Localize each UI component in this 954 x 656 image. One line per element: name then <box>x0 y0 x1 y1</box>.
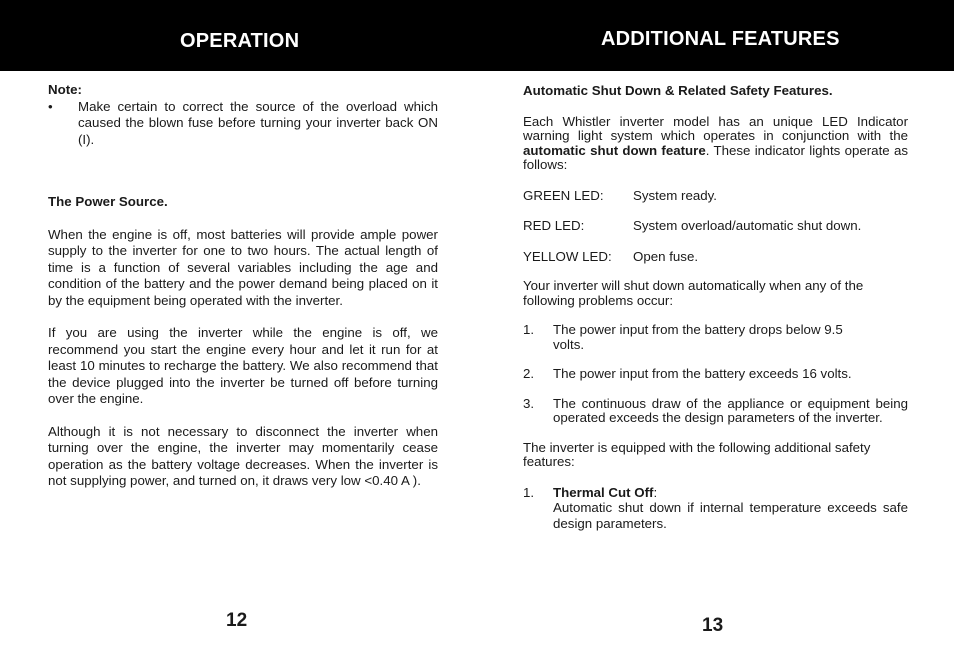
power-source-heading: The Power Source. <box>48 194 168 209</box>
led-value: System ready. <box>633 187 717 203</box>
led-row-red <box>523 218 908 235</box>
led-value: Open fuse. <box>633 248 699 264</box>
led-intro-paragraph <box>523 115 908 173</box>
note-heading: Note: <box>48 82 82 97</box>
feature-text: Automatic shut down if internal temperature exceeds safe design parameters. <box>553 500 908 531</box>
problem-item <box>523 397 908 426</box>
feature-colon: : <box>653 484 658 500</box>
led-row-green <box>523 188 908 205</box>
header-bar <box>0 0 954 71</box>
shutdown-intro: Your inverter will shut down automatically when any of the following problems occur: <box>523 278 864 308</box>
right-page-title: ADDITIONAL FEATURES <box>601 28 840 50</box>
led-key: YELLOW LED: <box>523 248 612 264</box>
note-text: Make certain to correct the source of the overload which caused the blown fuse before turning your inverter back ON (I). <box>78 98 438 147</box>
led-intro-tail: . These indicator lights operate as follows: <box>523 142 908 172</box>
safety-intro: The inverter is equipped with the following additional safety features: <box>523 439 871 469</box>
power-paragraph-2: If you are using the inverter while the engine is off, we recommend you start the engine every hour and let it run for at least 10 minutes to recharge the battery. We also recommend that the device plugged into the inverter be turned off before turning over the engine. <box>48 325 438 406</box>
power-paragraph-1: When the engine is off, most batteries will provide ample power supply to the inverter for one to two hours. The actual length of time is a function of several variables including the age and condition of the battery and the power demand being placed on it by the equipment being operated with the inverter. <box>48 226 438 308</box>
shutdown-heading: Automatic Shut Down & Related Safety Features. <box>523 83 833 98</box>
problem-text: The power input from the battery exceeds 16 volts. <box>553 366 852 381</box>
left-page-content <box>48 82 438 490</box>
problem-text: The continuous draw of the appliance or equipment being operated exceeds the design parameters of the inverter. <box>553 395 908 425</box>
problem-number: 3. <box>523 395 535 411</box>
led-key: RED LED: <box>523 218 585 233</box>
led-key: GREEN LED: <box>523 187 604 203</box>
led-row-yellow <box>523 249 908 266</box>
page-number-left: 12 <box>226 610 248 631</box>
feature-number: 1. <box>523 484 535 500</box>
led-value: System overload/automatic shut down. <box>633 218 862 233</box>
left-page-title: OPERATION <box>180 30 300 52</box>
feature-title: Thermal Cut Off <box>553 484 654 500</box>
problem-item <box>523 367 908 382</box>
problem-text: The power input from the battery drops below 9.5 volts. <box>553 322 843 352</box>
note-bullet-item <box>48 99 438 149</box>
led-intro-text: Each Whistler inverter model has an unique LED Indicator warning light system which operates in conjunction with the <box>523 113 908 143</box>
problem-number: 2. <box>523 366 535 381</box>
bullet-marker: • <box>48 98 53 114</box>
right-page-content <box>523 83 908 531</box>
led-intro-bold: automatic shut down feature <box>523 142 706 158</box>
power-paragraph-3: Although it is not necessary to disconnect the inverter when turning over the engine, the inverter may momentarily cease operation as the battery voltage decreases. When the inverter is not supplying power, and turned on, it draws very low <0.40 A ). <box>48 423 438 488</box>
problem-number: 1. <box>523 322 535 337</box>
page-number-right: 13 <box>702 615 724 636</box>
feature-body <box>553 485 908 532</box>
problem-item <box>523 323 908 352</box>
feature-item <box>523 485 908 532</box>
